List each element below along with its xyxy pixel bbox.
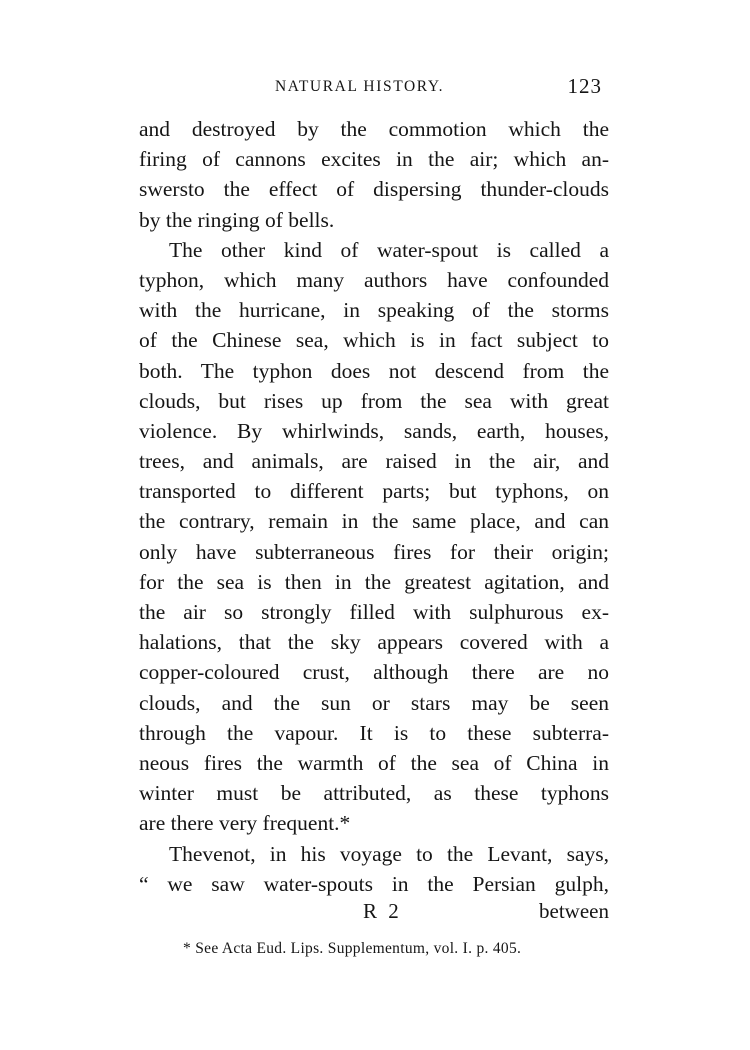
- text-line: “ we saw water-spouts in the Persian gulph,: [139, 871, 609, 896]
- text-line: firing of cannons excites in the air; which an-: [139, 147, 609, 172]
- text-line: transported to different parts; but typhons, on: [139, 479, 609, 504]
- text-line: trees, and animals, are raised in the air, and: [139, 449, 609, 474]
- text-line: only have subterraneous fires for their origin;: [139, 539, 609, 564]
- body-text: [139, 114, 609, 899]
- paragraph-start-line: The other kind of water-spout is called a: [169, 237, 609, 262]
- text-line: the contrary, remain in the same place, and can: [139, 509, 609, 534]
- page-footer: [139, 899, 609, 927]
- text-line: swersto the effect of dispersing thunder-clouds: [139, 177, 609, 202]
- text-line: winter must be attributed, as these typhons: [139, 781, 609, 806]
- text-line: clouds, but rises up from the sea with great: [139, 388, 609, 413]
- text-line: both. The typhon does not descend from the: [139, 358, 609, 383]
- text-line: the air so strongly filled with sulphurous ex-: [139, 600, 609, 624]
- text-line: neous fires the warmth of the sea of China in: [139, 750, 609, 775]
- text-line: of the Chinese sea, which is in fact subject to: [139, 328, 609, 353]
- page-number: 123: [567, 74, 602, 98]
- paragraph-start-line: Thevenot, in his voyage to the Levant, says,: [169, 841, 609, 866]
- running-title: NATURAL HISTORY.: [275, 78, 445, 95]
- text-line: violence. By whirlwinds, sands, earth, houses,: [139, 418, 609, 443]
- signature-mark: R 2: [363, 899, 402, 923]
- text-line: and destroyed by the commotion which the: [139, 117, 609, 141]
- footnote: * See Acta Eud. Lips. Supplementum, vol. I. p. 405.: [183, 940, 522, 957]
- text-line: by the ringing of bells.: [139, 207, 335, 232]
- text-line: halations, that the sky appears covered with a: [139, 630, 609, 655]
- text-line: for the sea is then in the greatest agitation, and: [139, 569, 609, 594]
- text-line: are there very frequent.*: [139, 811, 351, 836]
- catchword: between: [539, 899, 609, 923]
- text-line: with the hurricane, in speaking of the storms: [139, 298, 609, 323]
- running-head: [140, 76, 606, 102]
- text-line: through the vapour. It is to these subterra-: [139, 720, 609, 745]
- text-line: clouds, and the sun or stars may be seen: [139, 690, 609, 715]
- text-line: copper-coloured crust, although there are no: [139, 660, 609, 685]
- text-line: typhon, which many authors have confounded: [139, 267, 609, 292]
